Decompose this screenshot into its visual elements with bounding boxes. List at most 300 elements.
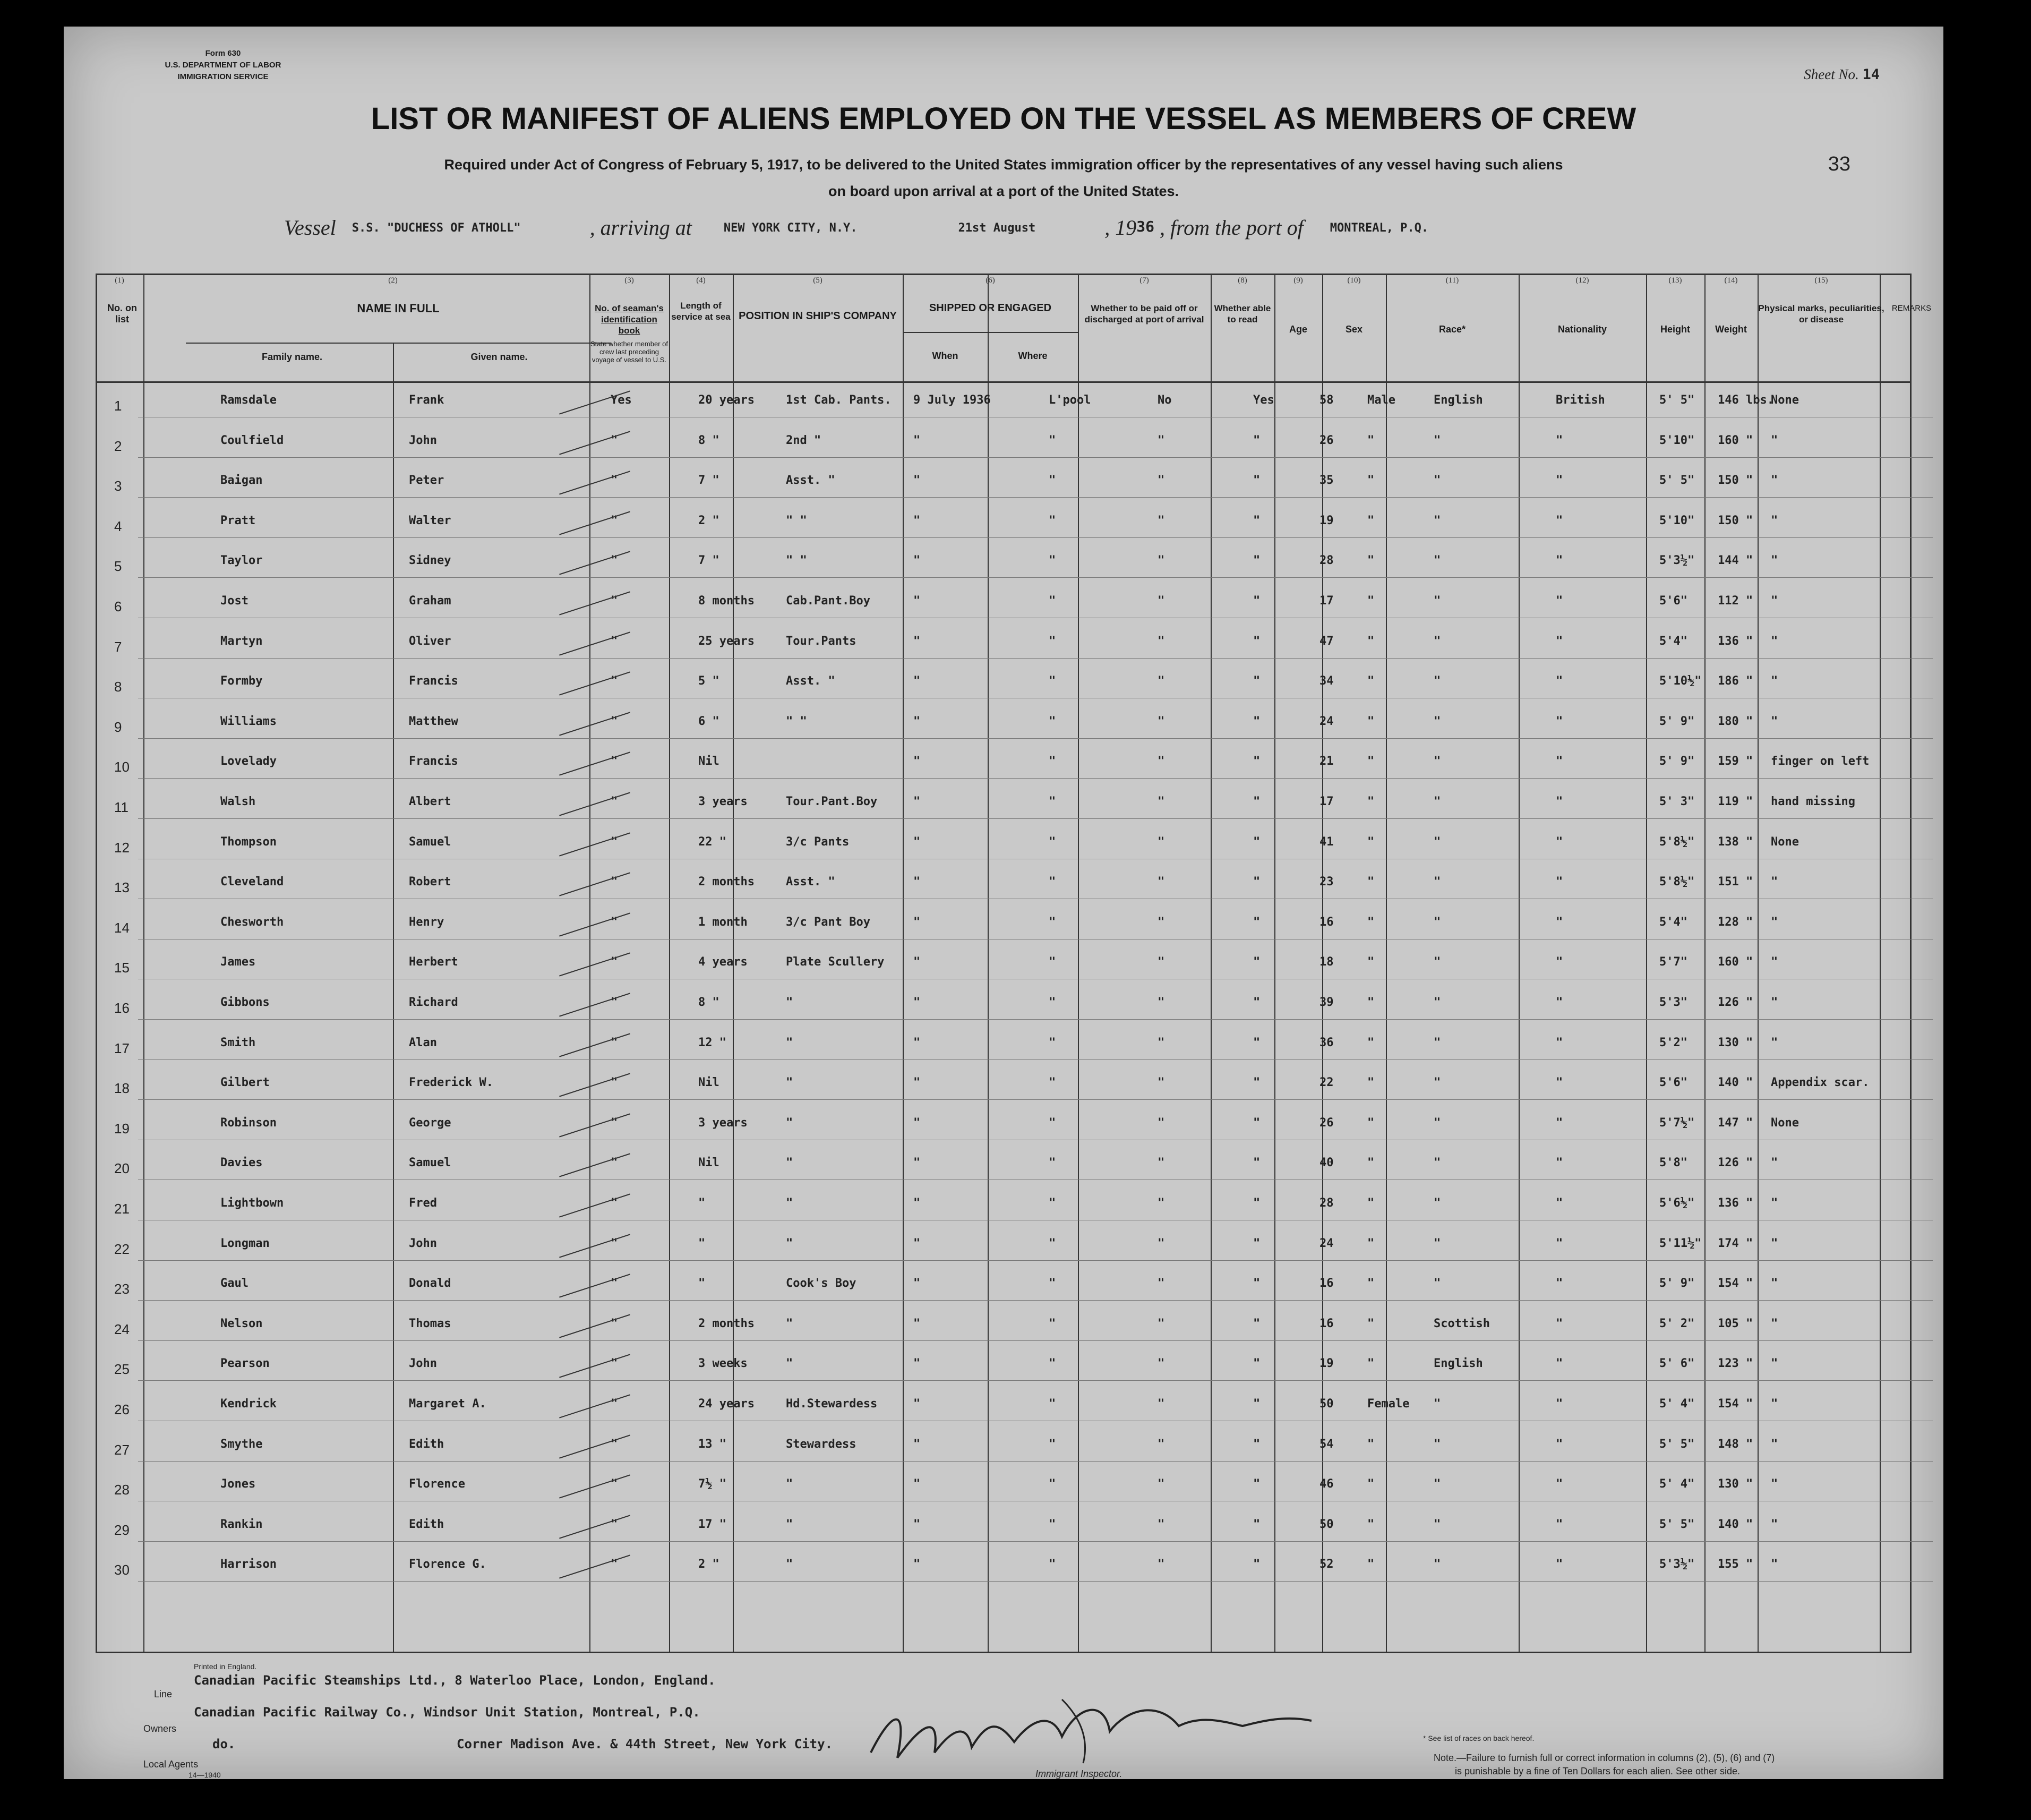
weight: 154 " bbox=[1718, 1277, 1753, 1291]
col-service-length: Length of service at sea bbox=[671, 301, 731, 322]
weight: 180 " bbox=[1718, 714, 1753, 728]
paid-off: " bbox=[1158, 433, 1165, 447]
nationality: " bbox=[1556, 474, 1563, 488]
agents-label: Local Agents bbox=[143, 1759, 199, 1770]
able-to-read: " bbox=[1253, 674, 1261, 688]
row-rule bbox=[138, 738, 1933, 739]
shipped-when: " bbox=[913, 1277, 921, 1291]
sheet-number-value: 14 bbox=[1862, 66, 1880, 83]
paid-off: " bbox=[1158, 755, 1165, 768]
service-length: 2 months bbox=[698, 875, 755, 889]
paid-off: " bbox=[1158, 674, 1165, 688]
race: " bbox=[1434, 433, 1441, 447]
height: 5'7" bbox=[1659, 955, 1687, 969]
shipped-when: " bbox=[913, 755, 921, 768]
age: 16 bbox=[1319, 915, 1334, 929]
able-to-read: " bbox=[1253, 1558, 1261, 1571]
previous-voyage: " bbox=[611, 795, 618, 808]
family-name: Longman bbox=[220, 1236, 270, 1250]
given-name: John bbox=[409, 433, 437, 447]
previous-voyage: " bbox=[611, 1116, 618, 1130]
races-note: * See list of races on back hereof. bbox=[1423, 1734, 1535, 1742]
col-where: Where bbox=[1018, 351, 1048, 361]
race: " bbox=[1434, 1116, 1441, 1130]
height: 5'3½" bbox=[1659, 554, 1695, 568]
row-number: 2 bbox=[114, 438, 122, 454]
previous-voyage: " bbox=[611, 674, 618, 688]
physical-marks: " bbox=[1771, 634, 1778, 648]
previous-voyage: " bbox=[611, 1277, 618, 1291]
row-rule bbox=[138, 1300, 1933, 1301]
arrival-date: 21st August bbox=[958, 221, 1036, 235]
position: 3/c Pant Boy bbox=[786, 915, 870, 929]
col-race: Race* bbox=[1438, 324, 1466, 335]
service-length: 25 years bbox=[698, 634, 755, 648]
race: " bbox=[1434, 835, 1441, 849]
age: 50 bbox=[1319, 1397, 1334, 1411]
position: Asst. " bbox=[786, 674, 835, 688]
service-length: 8 " bbox=[698, 996, 719, 1009]
weight: 123 " bbox=[1718, 1357, 1753, 1371]
position: Hd.Stewardess bbox=[786, 1397, 878, 1411]
col-sex: Sex bbox=[1345, 324, 1363, 335]
position: Tour.Pants bbox=[786, 634, 856, 648]
previous-voyage: " bbox=[611, 1317, 618, 1330]
given-name: Peter bbox=[409, 474, 444, 488]
physical-marks: None bbox=[1771, 394, 1799, 407]
previous-voyage: " bbox=[611, 1156, 618, 1170]
age: 58 bbox=[1319, 394, 1334, 407]
race: " bbox=[1434, 996, 1441, 1009]
physical-marks: " bbox=[1771, 1437, 1778, 1451]
previous-voyage: " bbox=[611, 1076, 618, 1090]
family-name: Jost bbox=[220, 594, 248, 608]
family-name: Gibbons bbox=[220, 996, 270, 1009]
colnum-13: (13) bbox=[1668, 276, 1682, 285]
position: Stewardess bbox=[786, 1437, 856, 1451]
row-number: 9 bbox=[114, 719, 122, 735]
sex: " bbox=[1367, 1236, 1375, 1250]
nationality: " bbox=[1556, 1477, 1563, 1491]
sex: " bbox=[1367, 835, 1375, 849]
paid-off: No bbox=[1158, 394, 1172, 407]
previous-voyage: " bbox=[611, 835, 618, 849]
physical-marks: " bbox=[1771, 1477, 1778, 1491]
shipped-where: " bbox=[1049, 674, 1056, 688]
weight: 174 " bbox=[1718, 1236, 1753, 1250]
service-length: 22 " bbox=[698, 835, 726, 849]
position: " " bbox=[786, 714, 807, 728]
paid-off: " bbox=[1158, 1076, 1165, 1090]
able-to-read: " bbox=[1253, 1437, 1261, 1451]
able-to-read: " bbox=[1253, 1156, 1261, 1170]
owners-value: Canadian Pacific Railway Co., Windsor Unit Station, Montreal, P.Q. bbox=[194, 1705, 700, 1720]
shipped-where: " bbox=[1049, 1437, 1056, 1451]
sex: " bbox=[1367, 594, 1375, 608]
shipped-where: " bbox=[1049, 915, 1056, 929]
col-read: Whether able to read bbox=[1214, 303, 1271, 324]
weight: 140 " bbox=[1718, 1076, 1753, 1090]
age: 19 bbox=[1319, 1357, 1334, 1371]
service-length: 8 " bbox=[698, 433, 719, 447]
service-length: 17 " bbox=[698, 1517, 726, 1531]
height: 5'6" bbox=[1659, 1076, 1687, 1090]
service-length: 8 months bbox=[698, 594, 755, 608]
previous-voyage: " bbox=[611, 1517, 618, 1531]
shipped-when: 9 July 1936 bbox=[913, 394, 991, 407]
race: " bbox=[1434, 915, 1441, 929]
colnum-8: (8) bbox=[1238, 276, 1247, 285]
shipped-where: " bbox=[1049, 1477, 1056, 1491]
family-name: Nelson bbox=[220, 1317, 263, 1330]
family-name: Robinson bbox=[220, 1116, 277, 1130]
previous-voyage: " bbox=[611, 634, 618, 648]
physical-marks: " bbox=[1771, 1357, 1778, 1371]
weight: 126 " bbox=[1718, 1156, 1753, 1170]
age: 18 bbox=[1319, 955, 1334, 969]
height: 5'11½" bbox=[1659, 1236, 1702, 1250]
paid-off: " bbox=[1158, 1558, 1165, 1571]
race: " bbox=[1434, 1558, 1441, 1571]
position: Plate Scullery bbox=[786, 955, 885, 969]
sex: " bbox=[1367, 474, 1375, 488]
page-title: LIST OR MANIFEST OF ALIENS EMPLOYED ON THE VESSEL AS MEMBERS OF CREW bbox=[371, 101, 1636, 136]
row-number: 14 bbox=[114, 919, 130, 936]
family-name: Walsh bbox=[220, 795, 256, 808]
colnum-14: (14) bbox=[1724, 276, 1738, 285]
shipped-where: " bbox=[1049, 795, 1056, 808]
colnum-1: (1) bbox=[115, 276, 124, 285]
shipped-when: " bbox=[913, 1397, 921, 1411]
shipped-where: " bbox=[1049, 1236, 1056, 1250]
row-number: 19 bbox=[114, 1120, 130, 1137]
shipped-when: " bbox=[913, 1197, 921, 1210]
previous-voyage: " bbox=[611, 1558, 618, 1571]
able-to-read: " bbox=[1253, 835, 1261, 849]
nationality: " bbox=[1556, 915, 1563, 929]
previous-voyage: " bbox=[611, 915, 618, 929]
shipped-where: L'pool bbox=[1049, 394, 1091, 407]
arriving-label: , arriving at bbox=[589, 216, 692, 240]
nationality: " bbox=[1556, 755, 1563, 768]
shipped-when: " bbox=[913, 915, 921, 929]
row-number: 4 bbox=[114, 518, 122, 534]
row-rule bbox=[138, 1581, 1933, 1582]
paid-off: " bbox=[1158, 1197, 1165, 1210]
row-number: 10 bbox=[114, 759, 130, 775]
physical-marks: " bbox=[1771, 1317, 1778, 1330]
given-name: Oliver bbox=[409, 634, 451, 648]
shipped-when: " bbox=[913, 433, 921, 447]
col-height: Height bbox=[1660, 324, 1690, 335]
position: " bbox=[786, 1236, 793, 1250]
subtitle bbox=[287, 151, 1720, 204]
age: 46 bbox=[1319, 1477, 1334, 1491]
race: " bbox=[1434, 755, 1441, 768]
previous-voyage: " bbox=[611, 594, 618, 608]
physical-marks: None bbox=[1771, 1116, 1799, 1130]
weight: 112 " bbox=[1718, 594, 1753, 608]
physical-marks: " bbox=[1771, 1558, 1778, 1571]
position: Asst. " bbox=[786, 875, 835, 889]
shipped-where: " bbox=[1049, 1036, 1056, 1049]
paid-off: " bbox=[1158, 594, 1165, 608]
sex: Male bbox=[1367, 394, 1395, 407]
shipped-where: " bbox=[1049, 474, 1056, 488]
physical-marks: " bbox=[1771, 1197, 1778, 1210]
manifest-page bbox=[64, 27, 1943, 1779]
age: 17 bbox=[1319, 795, 1334, 808]
shipped-where: " bbox=[1049, 634, 1056, 648]
from-label: , from the port of bbox=[1159, 216, 1304, 240]
height: 5' 4" bbox=[1659, 1477, 1695, 1491]
row-number: 18 bbox=[114, 1080, 130, 1097]
weight: 119 " bbox=[1718, 795, 1753, 808]
race: " bbox=[1434, 554, 1441, 568]
shipped-where: " bbox=[1049, 554, 1056, 568]
position: " " bbox=[786, 514, 807, 527]
age: 26 bbox=[1319, 1116, 1334, 1130]
family-name: Gaul bbox=[220, 1277, 248, 1291]
department: U.S. DEPARTMENT OF LABOR bbox=[165, 61, 281, 70]
agents-value: Corner Madison Ave. & 44th Street, New York City. bbox=[457, 1737, 833, 1751]
service-length: Nil bbox=[698, 755, 719, 768]
given-name: Walter bbox=[409, 514, 451, 527]
shipped-when: " bbox=[913, 674, 921, 688]
shipped-when: " bbox=[913, 835, 921, 849]
physical-marks: hand missing bbox=[1771, 795, 1855, 808]
family-name: Williams bbox=[220, 714, 277, 728]
height: 5'4" bbox=[1659, 634, 1687, 648]
weight: 130 " bbox=[1718, 1036, 1753, 1049]
vessel-label: Vessel bbox=[284, 216, 336, 240]
age: 35 bbox=[1319, 474, 1334, 488]
given-name: Matthew bbox=[409, 714, 458, 728]
year-prefix: , 19 bbox=[1104, 216, 1137, 240]
height: 5'4" bbox=[1659, 915, 1687, 929]
age: 40 bbox=[1319, 1156, 1334, 1170]
sex: " bbox=[1367, 433, 1375, 447]
race: " bbox=[1434, 1517, 1441, 1531]
age: 39 bbox=[1319, 996, 1334, 1009]
shipped-when: " bbox=[913, 1517, 921, 1531]
printed-note: Printed in England. bbox=[194, 1662, 257, 1671]
row-number: 8 bbox=[114, 679, 122, 695]
shipped-when: " bbox=[913, 1156, 921, 1170]
height: 5' 5" bbox=[1659, 474, 1695, 488]
previous-voyage: " bbox=[611, 875, 618, 889]
sex: " bbox=[1367, 1197, 1375, 1210]
owners-label: Owners bbox=[143, 1723, 177, 1734]
family-name: Davies bbox=[220, 1156, 263, 1170]
service-length: 24 years bbox=[698, 1397, 755, 1411]
race: Scottish bbox=[1434, 1317, 1490, 1330]
colnum-12: (12) bbox=[1575, 276, 1589, 285]
shipped-where: " bbox=[1049, 1156, 1056, 1170]
given-name: Francis bbox=[409, 674, 458, 688]
row-rule bbox=[138, 818, 1933, 819]
shipped-when: " bbox=[913, 1036, 921, 1049]
shipped-when: " bbox=[913, 1236, 921, 1250]
shipped-when: " bbox=[913, 875, 921, 889]
physical-marks: " bbox=[1771, 594, 1778, 608]
age: 26 bbox=[1319, 433, 1334, 447]
previous-voyage: " bbox=[611, 554, 618, 568]
shipped-when: " bbox=[913, 474, 921, 488]
height: 5'8" bbox=[1659, 1156, 1687, 1170]
nationality: British bbox=[1556, 394, 1605, 407]
row-rule bbox=[138, 457, 1933, 458]
given-name: Frederick W. bbox=[409, 1076, 493, 1090]
height: 5'2" bbox=[1659, 1036, 1687, 1049]
nationality: " bbox=[1556, 1197, 1563, 1210]
paid-off: " bbox=[1158, 795, 1165, 808]
height: 5' 5" bbox=[1659, 394, 1695, 407]
shipped-when: " bbox=[913, 514, 921, 527]
previous-voyage: Yes bbox=[611, 394, 632, 407]
race: English bbox=[1434, 394, 1483, 407]
service-length: 3 years bbox=[698, 1116, 748, 1130]
physical-marks: " bbox=[1771, 1036, 1778, 1049]
able-to-read: " bbox=[1253, 1517, 1261, 1531]
row-rule bbox=[138, 658, 1933, 659]
paid-off: " bbox=[1158, 554, 1165, 568]
shipped-when: " bbox=[913, 554, 921, 568]
race: " bbox=[1434, 1236, 1441, 1250]
paid-off: " bbox=[1158, 1437, 1165, 1451]
nationality: " bbox=[1556, 1236, 1563, 1250]
position: 3/c Pants bbox=[786, 835, 850, 849]
table-header-rule bbox=[96, 381, 1912, 383]
able-to-read: " bbox=[1253, 755, 1261, 768]
able-to-read: " bbox=[1253, 1116, 1261, 1130]
family-name: Chesworth bbox=[220, 915, 284, 929]
physical-marks: " bbox=[1771, 955, 1778, 969]
able-to-read: " bbox=[1253, 915, 1261, 929]
paid-off: " bbox=[1158, 714, 1165, 728]
able-to-read: " bbox=[1253, 875, 1261, 889]
position: 2nd " bbox=[786, 433, 821, 447]
able-to-read: " bbox=[1253, 1357, 1261, 1371]
row-rule bbox=[138, 1340, 1933, 1341]
weight: 140 " bbox=[1718, 1517, 1753, 1531]
able-to-read: " bbox=[1253, 433, 1261, 447]
sex: " bbox=[1367, 955, 1375, 969]
row-number: 30 bbox=[114, 1562, 130, 1578]
row-number: 27 bbox=[114, 1441, 130, 1458]
row-number: 26 bbox=[114, 1402, 130, 1417]
row-number: 23 bbox=[114, 1281, 130, 1297]
able-to-read: " bbox=[1253, 1036, 1261, 1049]
family-name: Lovelady bbox=[220, 755, 277, 768]
given-name: Sidney bbox=[409, 554, 451, 568]
age: 41 bbox=[1319, 835, 1334, 849]
row-number: 7 bbox=[114, 638, 122, 655]
position: " bbox=[786, 1317, 793, 1330]
row-rule bbox=[138, 1461, 1933, 1462]
age: 19 bbox=[1319, 514, 1334, 527]
agents-do: do. bbox=[212, 1737, 236, 1751]
row-rule bbox=[138, 1099, 1933, 1100]
weight: 105 " bbox=[1718, 1317, 1753, 1330]
age: 50 bbox=[1319, 1517, 1334, 1531]
binder-hole bbox=[18, 340, 42, 364]
col-family-name: Family name. bbox=[261, 352, 323, 362]
name-sub-rule bbox=[186, 343, 611, 344]
row-rule bbox=[138, 1059, 1933, 1060]
shipped-where: " bbox=[1049, 1197, 1056, 1210]
row-number: 5 bbox=[114, 558, 122, 575]
row-number: 12 bbox=[114, 839, 130, 856]
row-number: 17 bbox=[114, 1040, 130, 1056]
col-remarks: REMARKS bbox=[1891, 304, 1932, 313]
age: 24 bbox=[1319, 714, 1334, 728]
position: " bbox=[786, 1517, 793, 1531]
able-to-read: " bbox=[1253, 474, 1261, 488]
race: " bbox=[1434, 875, 1441, 889]
table-top-rule bbox=[96, 274, 1912, 275]
colnum-4: (4) bbox=[696, 276, 706, 285]
age: 21 bbox=[1319, 755, 1334, 768]
row-rule bbox=[138, 1380, 1933, 1381]
service-length: 13 " bbox=[698, 1437, 726, 1451]
age: 16 bbox=[1319, 1317, 1334, 1330]
position: " bbox=[786, 1156, 793, 1170]
shipped-where: " bbox=[1049, 875, 1056, 889]
able-to-read: Yes bbox=[1253, 394, 1274, 407]
height: 5'10½" bbox=[1659, 674, 1702, 688]
race: " bbox=[1434, 795, 1441, 808]
row-number: 25 bbox=[114, 1361, 130, 1378]
nationality: " bbox=[1556, 955, 1563, 969]
nationality: " bbox=[1556, 594, 1563, 608]
able-to-read: " bbox=[1253, 996, 1261, 1009]
height: 5' 5" bbox=[1659, 1437, 1695, 1451]
age: 22 bbox=[1319, 1076, 1334, 1090]
age: 16 bbox=[1319, 1277, 1334, 1291]
physical-marks: " bbox=[1771, 875, 1778, 889]
given-name: Samuel bbox=[409, 1156, 451, 1170]
row-rule bbox=[138, 577, 1933, 578]
col-no: No. on list bbox=[107, 303, 137, 324]
sex: " bbox=[1367, 996, 1375, 1009]
previous-voyage: " bbox=[611, 996, 618, 1009]
position: Asst. " bbox=[786, 474, 835, 488]
shipped-where: " bbox=[1049, 1277, 1056, 1291]
sex: " bbox=[1367, 554, 1375, 568]
from-port: MONTREAL, P.Q. bbox=[1330, 221, 1429, 235]
age: 24 bbox=[1319, 1236, 1334, 1250]
family-name: Jones bbox=[220, 1477, 256, 1491]
paid-off: " bbox=[1158, 1236, 1165, 1250]
service-length: Nil bbox=[698, 1076, 719, 1090]
shipped-when: " bbox=[913, 1357, 921, 1371]
given-name: Edith bbox=[409, 1437, 444, 1451]
service: IMMIGRATION SERVICE bbox=[177, 72, 269, 81]
sex: " bbox=[1367, 1437, 1375, 1451]
sex: " bbox=[1367, 1317, 1375, 1330]
weight: 146 lbs. bbox=[1718, 394, 1774, 407]
able-to-read: " bbox=[1253, 514, 1261, 527]
sex: " bbox=[1367, 1277, 1375, 1291]
physical-marks: " bbox=[1771, 1156, 1778, 1170]
shipped-where: " bbox=[1049, 1558, 1056, 1571]
family-name: Pratt bbox=[220, 514, 256, 527]
vessel-name: S.S. "DUCHESS OF ATHOLL" bbox=[352, 221, 521, 235]
shipped-where: " bbox=[1049, 755, 1056, 768]
row-rule bbox=[138, 497, 1933, 498]
service-length: 5 " bbox=[698, 674, 719, 688]
